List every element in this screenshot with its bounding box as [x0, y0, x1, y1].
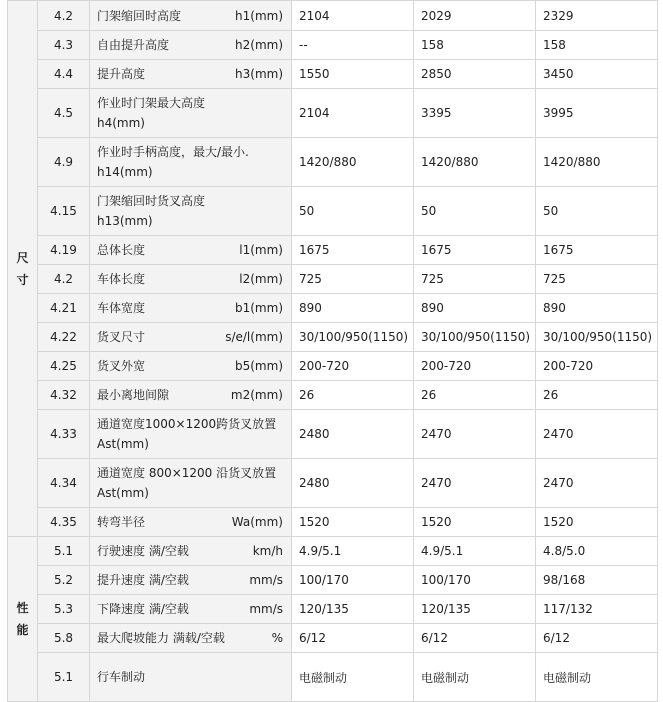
value-model-1: 100/170 [292, 566, 414, 595]
row-number: 4.2 [38, 265, 90, 294]
value-model-2: 200-720 [414, 352, 536, 381]
value-model-3: 200-720 [536, 352, 658, 381]
value-model-1: 1420/880 [292, 138, 414, 187]
table-row [8, 294, 658, 323]
row-number: 4.33 [38, 410, 90, 459]
row-number: 4.25 [38, 352, 90, 381]
row-description: 最大爬坡能力 满载/空载 % [90, 624, 292, 653]
table-row [8, 236, 658, 265]
value-model-1: 50 [292, 187, 414, 236]
table-row [8, 566, 658, 595]
row-number: 4.21 [38, 294, 90, 323]
value-model-3: 50 [536, 187, 658, 236]
row-description: 下降速度 满/空载 mm/s [90, 595, 292, 624]
value-model-1: 120/135 [292, 595, 414, 624]
value-model-1: -- [292, 31, 414, 60]
row-number: 4.3 [38, 31, 90, 60]
value-model-2: 2470 [414, 459, 536, 508]
value-model-1: 2104 [292, 89, 414, 138]
value-model-3: 117/132 [536, 595, 658, 624]
row-description: 门架缩回时货叉高度 h13(mm) [90, 187, 292, 236]
value-model-1: 26 [292, 381, 414, 410]
value-model-3: 1675 [536, 236, 658, 265]
table-row [8, 138, 658, 187]
row-number: 4.22 [38, 323, 90, 352]
row-description: 提升高度 h3(mm) [90, 60, 292, 89]
table-row [8, 508, 658, 537]
value-model-2: 3395 [414, 89, 536, 138]
value-model-2: 6/12 [414, 624, 536, 653]
row-number: 5.3 [38, 595, 90, 624]
value-model-2: 30/100/950(1150) [414, 323, 536, 352]
value-model-1: 电磁制动 [292, 653, 414, 702]
row-description: 行驶速度 满/空载 km/h [90, 537, 292, 566]
value-model-2: 2850 [414, 60, 536, 89]
value-model-2: 1675 [414, 236, 536, 265]
value-model-2: 4.9/5.1 [414, 537, 536, 566]
value-model-1: 890 [292, 294, 414, 323]
table-row [8, 265, 658, 294]
table-row [8, 537, 658, 566]
row-description: 自由提升高度 h2(mm) [90, 31, 292, 60]
value-model-2: 50 [414, 187, 536, 236]
row-number: 5.1 [38, 653, 90, 702]
value-model-1: 1550 [292, 60, 414, 89]
value-model-2: 2029 [414, 1, 536, 31]
value-model-1: 2104 [292, 1, 414, 31]
row-description: 货叉尺寸 s/e/l(mm) [90, 323, 292, 352]
table-row [8, 459, 658, 508]
table-row [8, 653, 658, 702]
category-performance: 性能 [8, 537, 38, 702]
table-row [8, 323, 658, 352]
value-model-3: 2470 [536, 410, 658, 459]
table-row [8, 1, 658, 31]
row-number: 4.4 [38, 60, 90, 89]
table-row [8, 187, 658, 236]
value-model-2: 100/170 [414, 566, 536, 595]
value-model-2: 电磁制动 [414, 653, 536, 702]
row-number: 4.15 [38, 187, 90, 236]
row-description: 行车制动 [90, 653, 292, 702]
value-model-3: 2470 [536, 459, 658, 508]
row-description: 车体宽度 b1(mm) [90, 294, 292, 323]
row-number: 4.9 [38, 138, 90, 187]
table-row [8, 595, 658, 624]
value-model-1: 1675 [292, 236, 414, 265]
value-model-3: 4.8/5.0 [536, 537, 658, 566]
table-row [8, 381, 658, 410]
value-model-3: 3450 [536, 60, 658, 89]
table-row [8, 352, 658, 381]
spec-table [7, 0, 658, 702]
row-description: 货叉外宽 b5(mm) [90, 352, 292, 381]
row-number: 5.2 [38, 566, 90, 595]
value-model-3: 26 [536, 381, 658, 410]
table-row [8, 60, 658, 89]
row-number: 4.35 [38, 508, 90, 537]
table-row [8, 89, 658, 138]
value-model-3: 725 [536, 265, 658, 294]
value-model-2: 890 [414, 294, 536, 323]
value-model-3: 电磁制动 [536, 653, 658, 702]
value-model-3: 30/100/950(1150) [536, 323, 658, 352]
row-description: 总体长度 l1(mm) [90, 236, 292, 265]
row-number: 4.32 [38, 381, 90, 410]
value-model-2: 725 [414, 265, 536, 294]
value-model-3: 98/168 [536, 566, 658, 595]
value-model-3: 158 [536, 31, 658, 60]
table-row [8, 31, 658, 60]
value-model-3: 1420/880 [536, 138, 658, 187]
value-model-2: 26 [414, 381, 536, 410]
value-model-3: 1520 [536, 508, 658, 537]
value-model-2: 1420/880 [414, 138, 536, 187]
row-description: 提升速度 满/空载 mm/s [90, 566, 292, 595]
value-model-2: 2470 [414, 410, 536, 459]
value-model-3: 3995 [536, 89, 658, 138]
row-description: 最小离地间隙 m2(mm) [90, 381, 292, 410]
value-model-2: 1520 [414, 508, 536, 537]
value-model-3: 890 [536, 294, 658, 323]
row-number: 4.19 [38, 236, 90, 265]
value-model-1: 725 [292, 265, 414, 294]
row-number: 4.5 [38, 89, 90, 138]
value-model-2: 158 [414, 31, 536, 60]
row-number: 5.1 [38, 537, 90, 566]
value-model-1: 30/100/950(1150) [292, 323, 414, 352]
value-model-3: 2329 [536, 1, 658, 31]
value-model-1: 6/12 [292, 624, 414, 653]
table-row [8, 624, 658, 653]
row-number: 5.8 [38, 624, 90, 653]
row-description: 转弯半径 Wa(mm) [90, 508, 292, 537]
value-model-3: 6/12 [536, 624, 658, 653]
category-dimensions: 尺寸 [8, 1, 38, 537]
value-model-1: 2480 [292, 410, 414, 459]
row-description: 通道宽度1000×1200跨货叉放置 Ast(mm) [90, 410, 292, 459]
row-description: 门架缩回时高度 h1(mm) [90, 1, 292, 31]
row-description: 作业时手柄高度，最大/最小. h14(mm) [90, 138, 292, 187]
row-description: 作业时门架最大高度 h4(mm) [90, 89, 292, 138]
row-number: 4.34 [38, 459, 90, 508]
row-number: 4.2 [38, 1, 90, 31]
value-model-2: 120/135 [414, 595, 536, 624]
value-model-1: 4.9/5.1 [292, 537, 414, 566]
row-description: 车体长度 l2(mm) [90, 265, 292, 294]
value-model-1: 2480 [292, 459, 414, 508]
value-model-1: 1520 [292, 508, 414, 537]
table-row [8, 410, 658, 459]
row-description: 通道宽度 800×1200 沿货叉放置 Ast(mm) [90, 459, 292, 508]
value-model-1: 200-720 [292, 352, 414, 381]
